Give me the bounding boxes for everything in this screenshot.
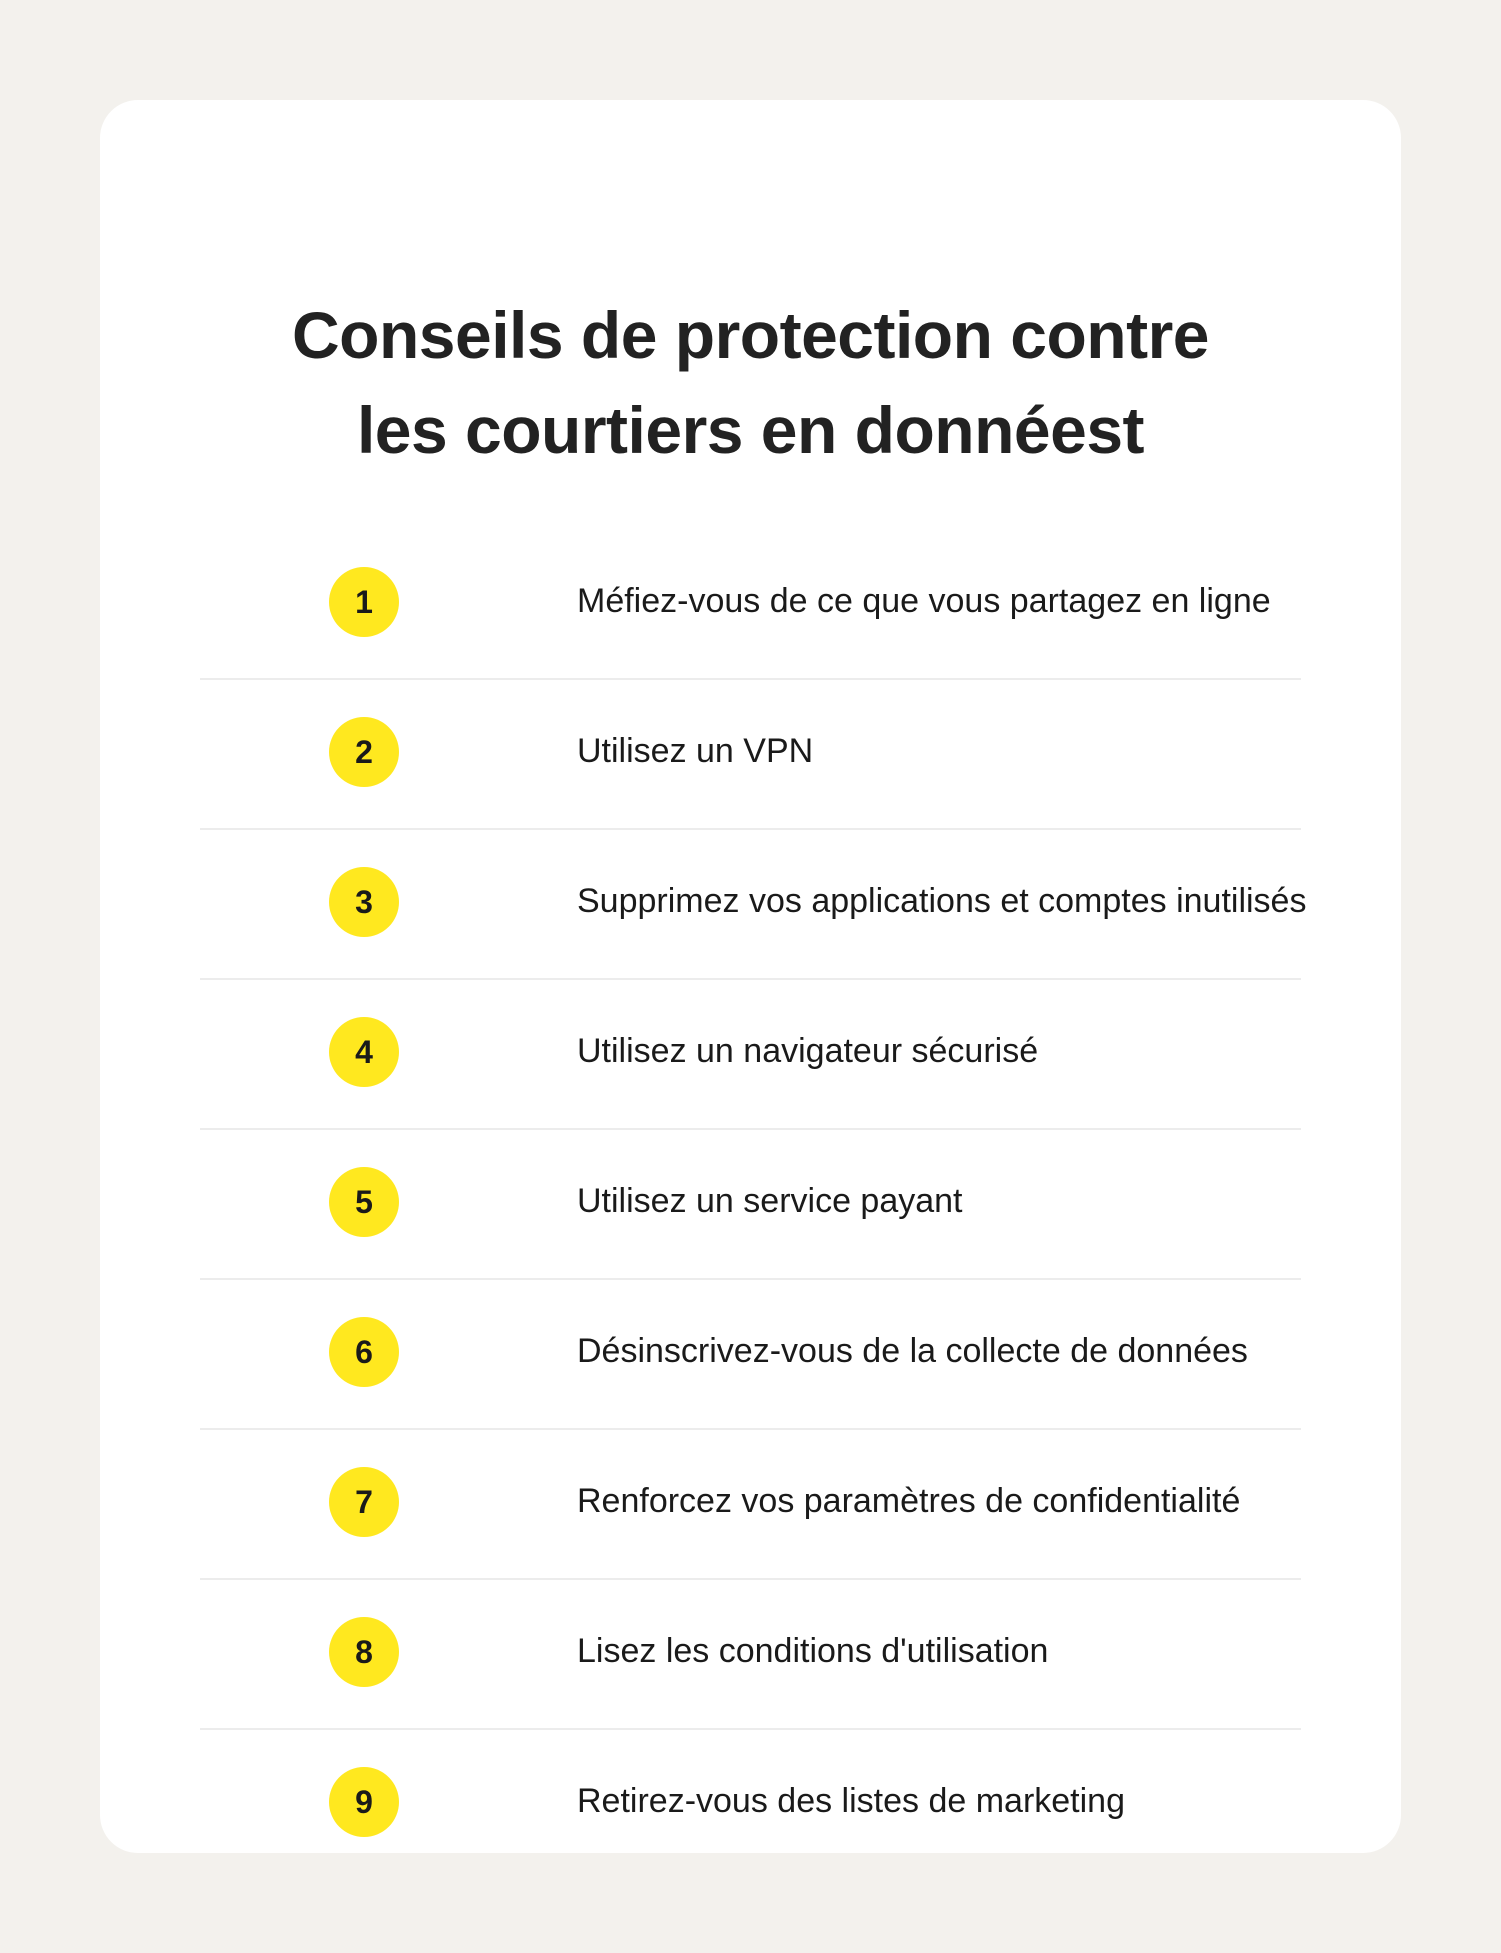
tip-text: Méfiez-vous de ce que vous partagez en ligne	[577, 582, 1271, 620]
tip-item	[200, 980, 1301, 1130]
tip-item	[200, 1430, 1301, 1580]
tip-number-badge: 6	[329, 1317, 399, 1387]
tip-text: Supprimez vos applications et comptes inutilisés	[577, 882, 1307, 920]
page-title	[100, 288, 1401, 478]
tip-item	[200, 1580, 1301, 1730]
tip-number-badge: 4	[329, 1017, 399, 1087]
tip-item	[200, 1130, 1301, 1280]
tip-text: Renforcez vos paramètres de confidentialité	[577, 1482, 1241, 1520]
tip-number-badge: 9	[329, 1767, 399, 1837]
tip-number-badge: 1	[329, 567, 399, 637]
tip-text: Lisez les conditions d'utilisation	[577, 1632, 1049, 1670]
tip-number-badge: 7	[329, 1467, 399, 1537]
tip-number-badge: 3	[329, 867, 399, 937]
tip-text: Utilisez un navigateur sécurisé	[577, 1032, 1039, 1070]
tip-text: Désinscrivez-vous de la collecte de données	[577, 1332, 1248, 1370]
title-line-1: Conseils de protection contre	[292, 298, 1209, 372]
tip-item	[200, 830, 1307, 980]
tip-text: Utilisez un VPN	[577, 732, 814, 770]
tip-number-badge: 8	[329, 1617, 399, 1687]
tip-item	[200, 1730, 1301, 1878]
tip-item	[200, 530, 1301, 680]
tips-card	[100, 100, 1401, 1853]
tip-number-badge: 2	[329, 717, 399, 787]
tip-text: Retirez-vous des listes de marketing	[577, 1782, 1126, 1820]
tip-number-badge: 5	[329, 1167, 399, 1237]
tip-item	[200, 1280, 1301, 1430]
tip-text: Utilisez un service payant	[577, 1182, 963, 1220]
tip-item	[200, 680, 1301, 830]
title-line-2: les courtiers en donnéest	[356, 393, 1145, 467]
tips-list	[200, 530, 1307, 1878]
